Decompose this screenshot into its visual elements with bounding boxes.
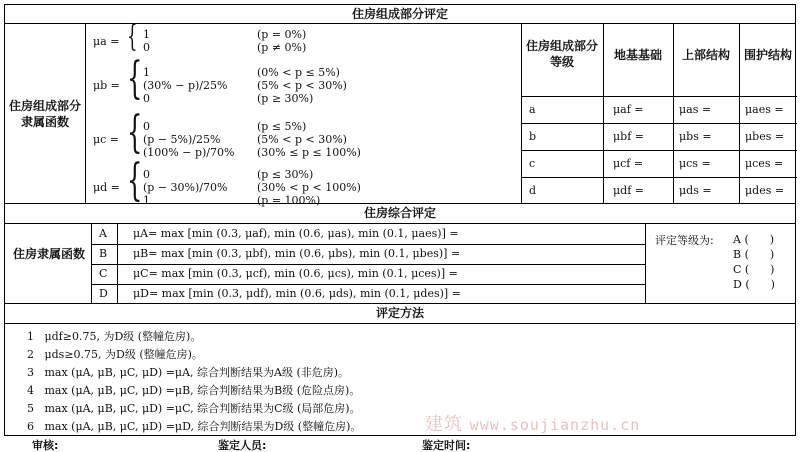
section3-title: 评定方法 bbox=[5, 304, 795, 324]
case-expression: 1 bbox=[143, 66, 150, 79]
case-expression: (p − 30%)/70% bbox=[143, 181, 228, 194]
audit-label: 审核: bbox=[32, 439, 59, 452]
case-condition: (p ≤ 5%) bbox=[257, 120, 307, 133]
case-condition: (p = 0%) bbox=[257, 28, 307, 41]
function-name: μd = bbox=[93, 181, 120, 194]
appraisal-form bbox=[4, 4, 796, 436]
section1-body bbox=[5, 19, 795, 207]
case-expression: 0 bbox=[143, 92, 150, 105]
grade-value: μbes = bbox=[745, 130, 785, 143]
case-condition: (5% < p < 30%) bbox=[257, 79, 347, 92]
house-membership-label: 住房隶属函数 bbox=[13, 247, 86, 261]
grade-option[interactable]: A ( ) bbox=[733, 233, 775, 246]
case-expression: (p − 5%)/25% bbox=[143, 133, 221, 146]
method-item: 6 max (μA, μB, μC, μD) =μD, 综合判断结果为D级 (整幢危房)。 bbox=[27, 420, 362, 433]
grade-value: μcs = bbox=[679, 157, 711, 170]
grade-key: d bbox=[529, 184, 537, 197]
method-item: 5 max (μA, μB, μC, μD) =μC, 综合判断结果为C级 (局部危房)。 bbox=[27, 402, 361, 415]
grade-value: μaf = bbox=[613, 103, 644, 116]
case-expression: 1 bbox=[143, 194, 150, 207]
col-header-structure: 上部结构 bbox=[681, 48, 730, 62]
membership-functions bbox=[85, 19, 521, 207]
case-condition: (0% < p ≤ 5%) bbox=[257, 66, 340, 79]
grade-table bbox=[521, 24, 797, 204]
grade-value: μdes = bbox=[745, 184, 785, 197]
grade-result-label: 评定等级为: bbox=[655, 234, 714, 247]
composite-key: C bbox=[99, 267, 108, 280]
grade-value: μcf = bbox=[613, 157, 644, 170]
composite-key: A bbox=[99, 227, 107, 240]
composite-formula: μD= max [min (0.3, μdf), min (0.6, μds), min (0.1, μdes)] = bbox=[133, 287, 461, 300]
grade-header: 住房组成部分等级 bbox=[525, 39, 598, 69]
watermark: 建筑 www.soujianzhu.cn bbox=[425, 414, 641, 435]
case-condition: (5% < p < 30%) bbox=[257, 133, 347, 146]
grade-value: μbs = bbox=[679, 130, 712, 143]
case-condition: (p ≥ 30%) bbox=[257, 92, 314, 105]
grade-key: b bbox=[529, 130, 537, 143]
composite-formula: μB= max [min (0.3, μbf), min (0.6, μbs), min (0.1, μbes)] = bbox=[133, 247, 461, 260]
grade-key: a bbox=[529, 103, 536, 116]
grade-value: μds = bbox=[679, 184, 712, 197]
composite-key: D bbox=[99, 287, 108, 300]
composite-formula: μC= max [min (0.3, μcf), min (0.6, μcs), min (0.1, μces)] = bbox=[133, 267, 458, 280]
case-expression: 0 bbox=[143, 41, 150, 54]
section3-body bbox=[5, 324, 795, 437]
brace: { bbox=[127, 53, 143, 104]
case-condition: (p ≠ 0%) bbox=[257, 41, 307, 54]
col-header-envelope: 围护结构 bbox=[743, 48, 792, 62]
composite-rows bbox=[91, 224, 645, 304]
case-condition: (30% < p < 100%) bbox=[257, 181, 361, 194]
composite-key: B bbox=[99, 247, 108, 260]
col-header-foundation: 地基基础 bbox=[613, 48, 662, 62]
grade-option[interactable]: D ( ) bbox=[733, 278, 775, 291]
brace: { bbox=[127, 107, 143, 158]
composite-formula: μA= max [min (0.3, μaf), min (0.6, μas), min (0.1, μaes)] = bbox=[133, 227, 459, 240]
grade-value: μbf = bbox=[613, 130, 644, 143]
case-expression: (30% − p)/25% bbox=[143, 79, 228, 92]
grade-value: μas = bbox=[679, 103, 712, 116]
grade-option[interactable]: B ( ) bbox=[733, 248, 775, 261]
brace: { bbox=[127, 155, 143, 206]
function-name: μb = bbox=[93, 79, 120, 92]
grade-options bbox=[733, 232, 775, 292]
section2-title: 住房综合评定 bbox=[5, 204, 795, 224]
case-expression: 0 bbox=[143, 120, 150, 133]
grade-value: μdf = bbox=[613, 184, 644, 197]
grade-key: c bbox=[529, 157, 536, 170]
method-item: 3 max (μA, μB, μC, μD) =μA, 综合判断结果为A级 (非危房)。 bbox=[27, 366, 350, 379]
brace: { bbox=[127, 19, 138, 54]
grade-option[interactable]: C ( ) bbox=[733, 263, 775, 276]
case-condition: (p = 100%) bbox=[257, 194, 321, 207]
case-expression: 1 bbox=[143, 28, 150, 41]
method-item: 4 max (μA, μB, μC, μD) =μB, 综合判断结果为B级 (危险点房)。 bbox=[27, 384, 361, 397]
section2-body bbox=[5, 224, 795, 304]
method-item: 2 μds≥0.75, 为D级 (整幢危房)。 bbox=[27, 348, 203, 361]
case-condition: (p ≤ 30%) bbox=[257, 168, 314, 181]
grade-value: μaes = bbox=[745, 103, 784, 116]
function-name: μc = bbox=[93, 133, 120, 146]
section1-title: 住房组成部分评定 bbox=[5, 5, 795, 24]
function-name: μa = bbox=[93, 34, 120, 48]
method-item: 1 μdf≥0.75, 为D级 (整幢危房)。 bbox=[27, 330, 202, 343]
case-expression: 0 bbox=[143, 168, 150, 181]
date-label: 鉴定时间: bbox=[422, 439, 471, 452]
appraiser-label: 鉴定人员: bbox=[218, 439, 267, 452]
case-expression: (100% − p)/70% bbox=[143, 146, 235, 159]
grade-value: μces = bbox=[745, 157, 784, 170]
case-condition: (30% ≤ p ≤ 100%) bbox=[257, 146, 361, 159]
membership-function-label: 住房组成部分隶属函数 bbox=[9, 99, 82, 129]
